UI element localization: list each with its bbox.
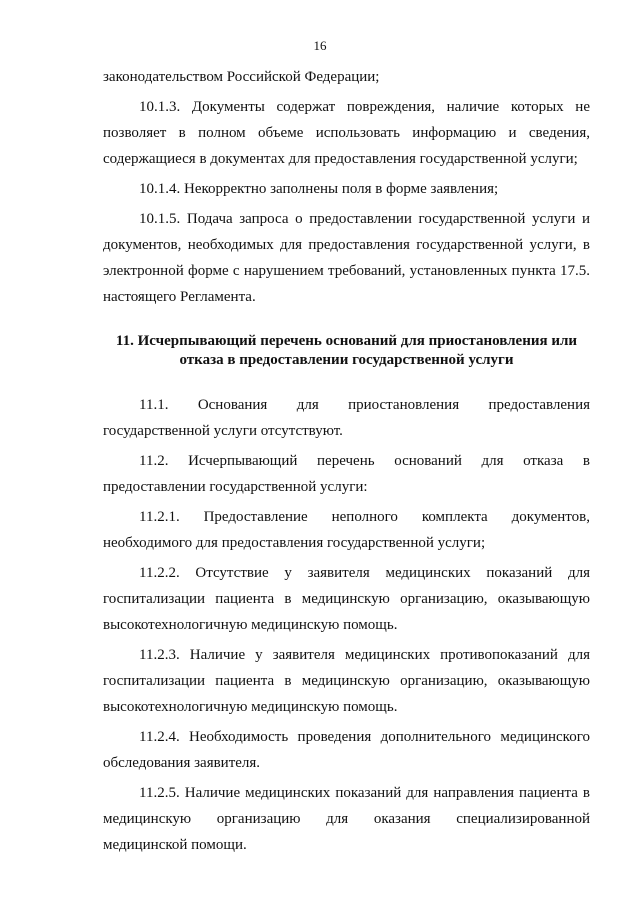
paragraph-11-2-3: 11.2.3. Наличие у заявителя медицинских противопоказаний для госпитализации пациента в медицинскую организацию, оказывающую высокотехнологичную медицинскую помощь. <box>103 647 590 715</box>
paragraph-10-1-5: 10.1.5. Подача запроса о предоставлении государственной услуги и документов, необходимых для предоставления государственной услуги, в электронной форме с нарушением требований, установленных пункта 17.5. настоящего Регламента. <box>103 211 590 305</box>
paragraph-11-1: 11.1. Основания для приостановления предоставления государственной услуги отсутствуют. <box>103 397 590 439</box>
paragraph-11-2-5: 11.2.5. Наличие медицинских показаний для направления пациента в медицинскую организацию для оказания специализированной медицинской помощи. <box>103 785 590 853</box>
paragraph-11-2-1: 11.2.1. Предоставление неполного комплекта документов, необходимого для предоставления государственной услуги; <box>103 509 590 551</box>
section-heading-line1: 11. Исчерпывающий перечень оснований для приостановления или <box>115 333 578 349</box>
section-heading-11 <box>103 332 590 370</box>
paragraph-10-1-4: 10.1.4. Некорректно заполнены поля в форме заявления; <box>139 181 499 197</box>
section-heading-line2: отказа в предоставлении государственной услуги <box>179 352 514 368</box>
paragraph-11-2-2: 11.2.2. Отсутствие у заявителя медицинских показаний для госпитализации пациента в медицинскую организацию, оказывающую высокотехнологичную медицинскую помощь. <box>103 565 590 633</box>
page-number: 16 <box>313 38 327 53</box>
paragraph-11-2: 11.2. Исчерпывающий перечень оснований для отказа в предоставлении государственной услуги: <box>103 453 590 495</box>
document-body <box>103 64 590 862</box>
paragraph-10-1-3: 10.1.3. Документы содержат повреждения, наличие которых не позволяет в полном объеме использовать информацию и сведения, содержащиеся в документах для предоставления государственной услуги; <box>103 99 590 167</box>
paragraph-11-2-4: 11.2.4. Необходимость проведения дополнительного медицинского обследования заявителя. <box>103 729 590 771</box>
paragraph-continuation: законодательством Российской Федерации; <box>103 69 380 85</box>
